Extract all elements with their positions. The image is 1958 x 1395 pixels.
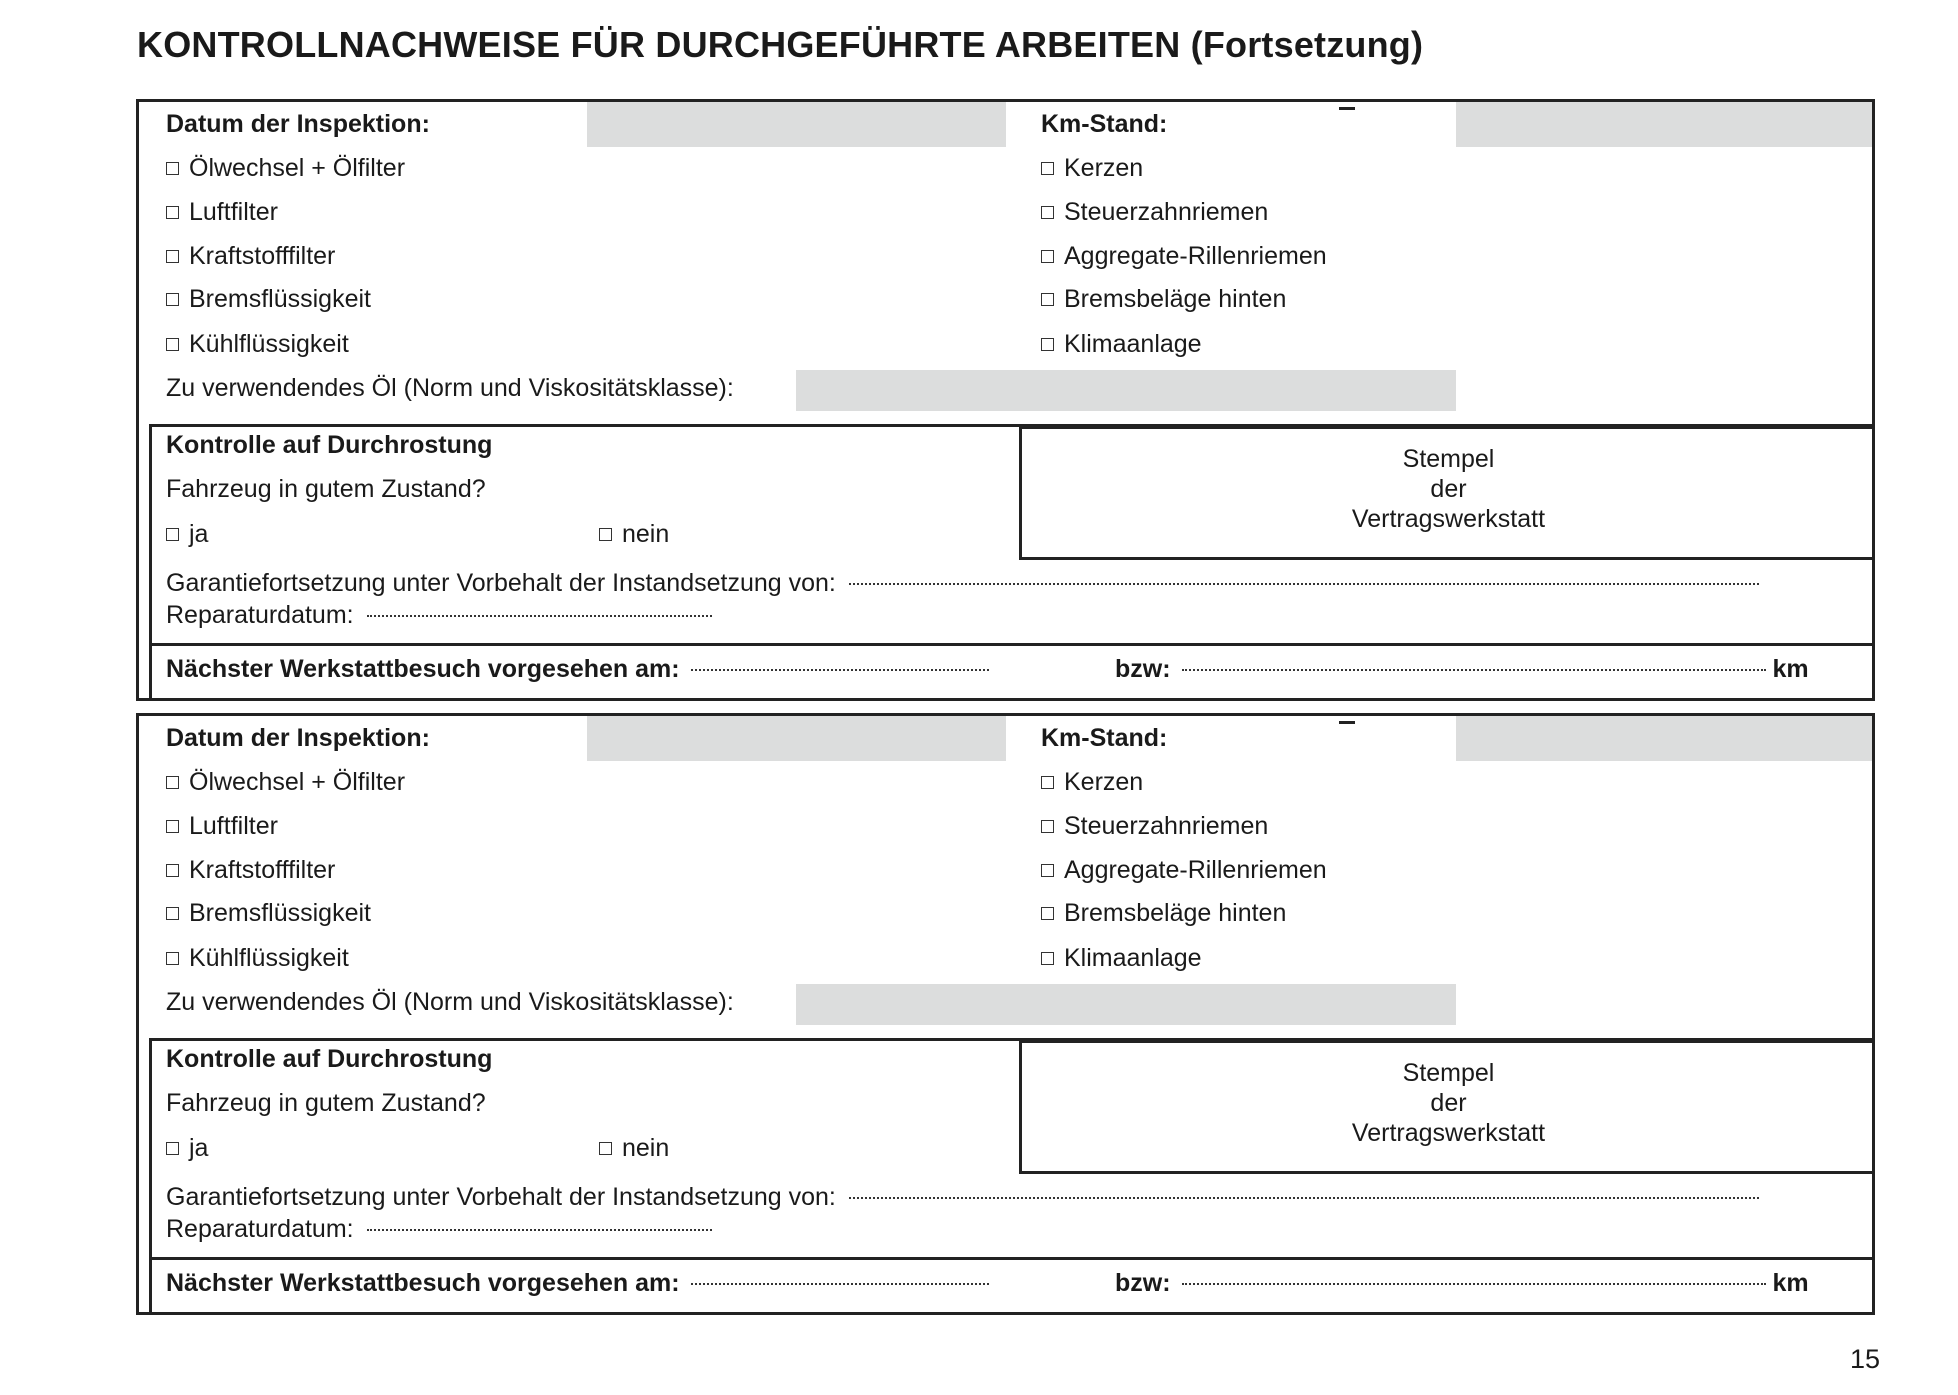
warranty-line (166, 568, 1759, 598)
date-field[interactable] (587, 102, 1006, 147)
stamp-text: Vertragswerkstatt (1351, 1119, 1546, 1147)
dash-mark (1339, 107, 1355, 110)
condition-question: Fahrzeug in gutem Zustand? (166, 1089, 486, 1117)
next-visit-date-field[interactable] (691, 1283, 989, 1285)
checklist-item[interactable] (166, 329, 349, 359)
warranty-line (166, 1182, 1759, 1212)
checklist-item-label: Aggregate-Rillenriemen (1064, 856, 1327, 884)
oil-field[interactable] (796, 984, 1456, 1025)
checklist-item[interactable] (166, 241, 335, 271)
option-no[interactable] (599, 1133, 669, 1163)
stamp-text: der (1430, 1089, 1467, 1117)
checklist-item[interactable] (166, 197, 278, 227)
stamp-box (1019, 1040, 1875, 1174)
page-number: 15 (1850, 1344, 1881, 1374)
rust-check-title: Kontrolle auf Durchrostung (166, 431, 493, 459)
checklist-item-label: Klimaanlage (1064, 330, 1202, 358)
km-field[interactable] (1456, 102, 1872, 147)
oil-field[interactable] (796, 370, 1456, 411)
checkbox[interactable] (166, 528, 179, 541)
or-label: bzw: (1115, 655, 1171, 683)
stamp-text: Stempel (1402, 445, 1495, 473)
checklist-item-label: Kraftstofffilter (189, 242, 336, 270)
checklist-item[interactable] (1041, 241, 1327, 271)
checklist-item[interactable] (1041, 329, 1202, 359)
checklist-item-label: Ölwechsel + Ölfilter (189, 768, 406, 796)
checkbox[interactable] (1041, 820, 1054, 833)
km-line (1115, 654, 1809, 684)
checkbox[interactable] (166, 250, 179, 263)
next-visit-line (166, 654, 989, 684)
checkbox[interactable] (166, 776, 179, 789)
checkbox[interactable] (1041, 776, 1054, 789)
checklist-item-label: Bremsflüssigkeit (189, 899, 371, 927)
checkbox[interactable] (1041, 206, 1054, 219)
inspection-record (136, 99, 1875, 701)
next-visit-km-field[interactable] (1182, 1283, 1766, 1285)
option-no-label: nein (622, 1134, 670, 1162)
divider (149, 1257, 1875, 1260)
checkbox[interactable] (166, 907, 179, 920)
stamp-text: der (1430, 475, 1467, 503)
checkbox[interactable] (166, 338, 179, 351)
repair-date-label: Reparaturdatum: (166, 601, 354, 629)
warranty-label: Garantiefortsetzung unter Vorbehalt der Instandsetzung von: (166, 1183, 836, 1211)
checklist-item-label: Kühlflüssigkeit (189, 944, 349, 972)
repair-date-field[interactable] (367, 615, 712, 617)
repair-date-line (166, 600, 712, 630)
km-line (1115, 1268, 1809, 1298)
condition-question: Fahrzeug in gutem Zustand? (166, 475, 486, 503)
checklist-item-label: Luftfilter (189, 198, 278, 226)
checklist-item-label: Bremsflüssigkeit (189, 285, 371, 313)
repair-date-label: Reparaturdatum: (166, 1215, 354, 1243)
checklist-item[interactable] (1041, 898, 1286, 928)
option-no[interactable] (599, 519, 669, 549)
checklist-item-label: Luftfilter (189, 812, 278, 840)
checkbox[interactable] (1041, 162, 1054, 175)
option-yes[interactable] (166, 519, 208, 549)
option-yes[interactable] (166, 1133, 208, 1163)
rust-check-title: Kontrolle auf Durchrostung (166, 1045, 493, 1073)
date-label: Datum der Inspektion: (166, 724, 430, 752)
checklist-item-label: Kühlflüssigkeit (189, 330, 349, 358)
checkbox[interactable] (1041, 907, 1054, 920)
checklist-item-label: Steuerzahnriemen (1064, 812, 1269, 840)
checklist-item-label: Aggregate-Rillenriemen (1064, 242, 1327, 270)
km-unit: km (1772, 655, 1809, 683)
checklist-item-label: Ölwechsel + Ölfilter (189, 154, 406, 182)
checklist-item-label: Klimaanlage (1064, 944, 1202, 972)
option-yes-label: ja (189, 520, 209, 548)
checkbox[interactable] (166, 952, 179, 965)
option-yes-label: ja (189, 1134, 209, 1162)
checkbox[interactable] (1041, 864, 1054, 877)
checklist-item[interactable] (1041, 811, 1268, 841)
next-visit-label: Nächster Werkstattbesuch vorgesehen am: (166, 655, 680, 683)
next-visit-km-field[interactable] (1182, 669, 1766, 671)
warranty-field[interactable] (849, 583, 1759, 585)
checkbox[interactable] (166, 820, 179, 833)
option-no-label: nein (622, 520, 670, 548)
checklist-item-label: Kraftstofffilter (189, 856, 336, 884)
oil-label: Zu verwendendes Öl (Norm und Viskositätsklasse): (166, 988, 734, 1016)
checklist-item[interactable] (1041, 284, 1286, 314)
checklist-item[interactable] (1041, 767, 1143, 797)
next-visit-label: Nächster Werkstattbesuch vorgesehen am: (166, 1269, 680, 1297)
checklist-item-label: Bremsbeläge hinten (1064, 899, 1287, 927)
inspection-record (136, 713, 1875, 1315)
warranty-label: Garantiefortsetzung unter Vorbehalt der Instandsetzung von: (166, 569, 836, 597)
km-unit: km (1772, 1269, 1809, 1297)
repair-date-field[interactable] (367, 1229, 712, 1231)
checkbox[interactable] (1041, 250, 1054, 263)
checklist-item-label: Bremsbeläge hinten (1064, 285, 1287, 313)
page-title: KONTROLLNACHWEISE FÜR DURCHGEFÜHRTE ARBEITEN (Fortsetzung) (137, 24, 1424, 65)
checklist-item[interactable] (166, 943, 349, 973)
checkbox[interactable] (1041, 338, 1054, 351)
checklist-item[interactable] (1041, 943, 1202, 973)
checklist-item-label: Kerzen (1064, 154, 1144, 182)
checklist-item[interactable] (166, 284, 371, 314)
checklist-item[interactable] (166, 855, 335, 885)
date-field[interactable] (587, 716, 1006, 761)
checkbox[interactable] (166, 1142, 179, 1155)
checkbox[interactable] (599, 528, 612, 541)
checkbox[interactable] (166, 162, 179, 175)
km-label: Km-Stand: (1041, 724, 1168, 752)
divider (149, 643, 1875, 646)
checklist-item[interactable] (166, 153, 405, 183)
checklist-item-label: Kerzen (1064, 768, 1144, 796)
stamp-text: Stempel (1402, 1059, 1495, 1087)
dash-mark (1339, 721, 1355, 724)
checkbox[interactable] (166, 864, 179, 877)
checkbox[interactable] (1041, 293, 1054, 306)
warranty-field[interactable] (849, 1197, 1759, 1199)
km-label: Km-Stand: (1041, 110, 1168, 138)
checklist-item[interactable] (166, 767, 405, 797)
checkbox[interactable] (1041, 952, 1054, 965)
checklist-item[interactable] (1041, 153, 1143, 183)
checklist-item[interactable] (1041, 855, 1327, 885)
date-label: Datum der Inspektion: (166, 110, 430, 138)
stamp-box (1019, 426, 1875, 560)
checkbox[interactable] (166, 206, 179, 219)
checklist-item[interactable] (166, 898, 371, 928)
checkbox[interactable] (599, 1142, 612, 1155)
repair-date-line (166, 1214, 712, 1244)
checklist-item-label: Steuerzahnriemen (1064, 198, 1269, 226)
checklist-item[interactable] (166, 811, 278, 841)
next-visit-date-field[interactable] (691, 669, 989, 671)
oil-label: Zu verwendendes Öl (Norm und Viskositätsklasse): (166, 374, 734, 402)
or-label: bzw: (1115, 1269, 1171, 1297)
checklist-item[interactable] (1041, 197, 1268, 227)
stamp-text: Vertragswerkstatt (1351, 505, 1546, 533)
checkbox[interactable] (166, 293, 179, 306)
next-visit-line (166, 1268, 989, 1298)
km-field[interactable] (1456, 716, 1872, 761)
